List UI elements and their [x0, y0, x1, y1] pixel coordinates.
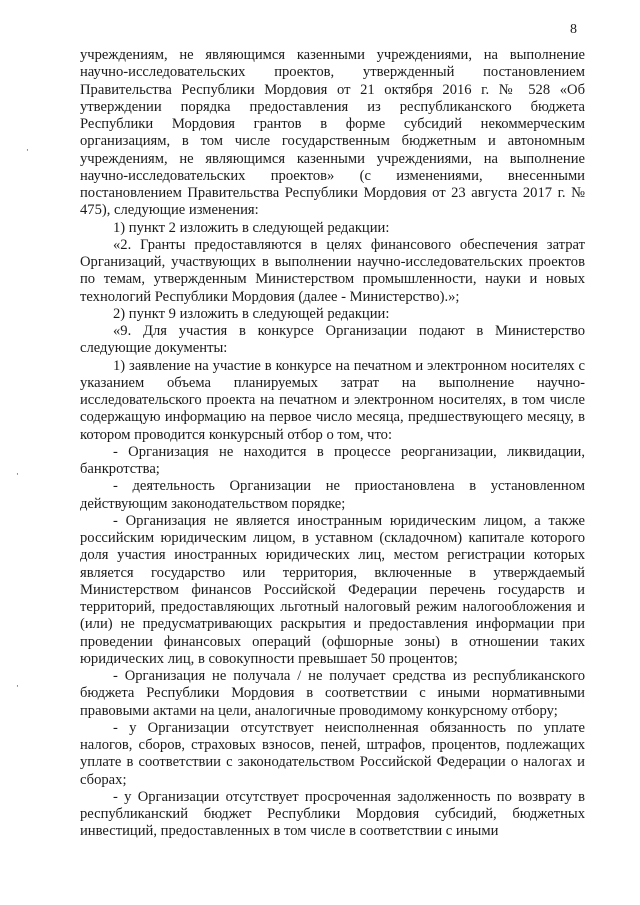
- paragraph-condition-arrears: - у Организации отсутствует просроченная задолженность по возврату в республиканский бюджет Республики Мордовия субсидий, бюджетных инвестиций, предоставленных в том числе в соответствии с иными: [80, 788, 585, 840]
- paragraph-clause-9: «9. Для участия в конкурсе Организации подают в Министерство следующие документы:: [80, 323, 585, 357]
- paragraph-condition-suspension: - деятельность Организации не приостановлена в установленном действующим законодательством порядке;: [80, 478, 585, 512]
- paragraph-condition-foreign-entity: - Организация не является иностранным юридическим лицом, а также российским юридическим лицом, в уставном (складочном) капитале которого доля участия иностранных юридических лиц, местом регистрации которых является государство или территория, включенные в утверждаемый Министерством финансов Российской Федерации перечень государств и территорий, предоставляющих льготный налоговый режим налогообложения и (или) не предусматривающих раскрытия и предоставления информации при проведении финансовых операций (офшорные зоны) в отношении таких юридических лиц, в совокупности превышает 50 процентов;: [80, 512, 585, 667]
- page-number: 8: [570, 22, 577, 37]
- paragraph-condition-taxes: - у Организации отсутствует неисполненная обязанность по уплате налогов, сборов, страховых взносов, пеней, штрафов, процентов, подлежащих уплате в соответствии с законодательством Российской Федерации о налогах и сборах;: [80, 719, 585, 788]
- paragraph-application: 1) заявление на участие в конкурсе на печатном и электронном носителях с указанием объема планируемых затрат на выполнение научно-исследовательского проекта на печатном и электронном носителях, в том числе содержащую информацию на первое число месяца, предшествующего месяцу, в котором проводится конкурсный отбор о том, что:: [80, 357, 585, 443]
- document-body: [80, 47, 585, 841]
- scan-speck: ·: [16, 470, 19, 480]
- paragraph-condition-reorganization: - Организация не находится в процессе реорганизации, ликвидации, банкротства;: [80, 443, 585, 477]
- paragraph-clause-2: «2. Гранты предоставляются в целях финансового обеспечения затрат Организаций, участвующих в выполнении научно-исследовательских проектов по темам, утвержденным Министерством промышленности, науки и новых технологий Республики Мордовия (далее - Министерство).»;: [80, 236, 585, 305]
- scan-speck: ·: [26, 146, 29, 156]
- paragraph-item-2: 2) пункт 9 изложить в следующей редакции:: [113, 305, 390, 322]
- paragraph-item-1: 1) пункт 2 изложить в следующей редакции:: [113, 219, 390, 236]
- paragraph-condition-budget-funds: - Организация не получала / не получает средства из республиканского бюджета Республики Мордовия в соответствии с иными нормативными правовыми актами на цели, аналогичные проводимому конкурсному отбору;: [80, 668, 585, 719]
- paragraph-intro: учреждениям, не являющимся казенными учреждениями, на выполнение научно-исследовательских проектов, утвержденный постановлением Правительства Республики Мордовия от 21 октября 2016 г. № 528 «Об утверждении порядка предоставления из республиканского бюджета Республики Мордовия грантов в форме субсидий некоммерческим организациям, в том числе государственным бюджетным и автономным учреждениям, не являющимся казенными учреждениями, на выполнение научно-исследовательских проектов» (с изменениями, внесенными постановлением Правительства Республики Мордовия от 23 августа 2017 г. № 475), следующие изменения:: [80, 47, 585, 219]
- scan-speck: ·: [16, 682, 19, 692]
